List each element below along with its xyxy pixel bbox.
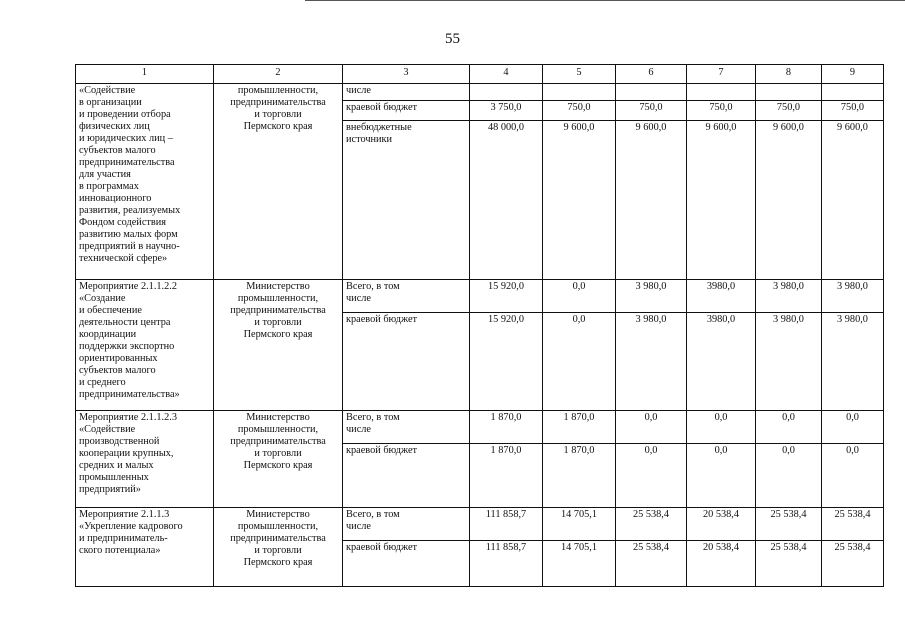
budget-table	[75, 64, 884, 587]
amount-cell: 0,0	[543, 280, 616, 313]
amount-cell: 9 600,0	[687, 121, 756, 280]
amount-cell: 25 538,4	[756, 508, 822, 541]
amount-cell: 0,0	[616, 411, 687, 444]
amount-cell: 3 980,0	[822, 313, 884, 411]
amount-cell: 3980,0	[687, 280, 756, 313]
amount-cell: 750,0	[822, 101, 884, 121]
amount-cell	[756, 84, 822, 101]
amount-cell	[616, 84, 687, 101]
amount-cell: 0,0	[756, 411, 822, 444]
amount-cell: 750,0	[756, 101, 822, 121]
amount-cell: 3980,0	[687, 313, 756, 411]
amount-cell: 3 750,0	[470, 101, 543, 121]
amount-cell: 9 600,0	[822, 121, 884, 280]
amount-cell	[822, 84, 884, 101]
amount-cell: 15 920,0	[470, 313, 543, 411]
column-header: 2	[214, 65, 343, 84]
measure-name-cell: Мероприятие 2.1.1.3 «Укрепление кадрового и предприниматель- ского потенциала»	[76, 508, 214, 587]
funding-source-cell: Всего, в том числе	[343, 280, 470, 313]
amount-cell: 14 705,1	[543, 508, 616, 541]
column-header: 6	[616, 65, 687, 84]
amount-cell: 1 870,0	[470, 444, 543, 508]
amount-cell: 20 538,4	[687, 541, 756, 587]
amount-cell: 15 920,0	[470, 280, 543, 313]
table-row	[76, 411, 884, 444]
table-row	[76, 280, 884, 313]
amount-cell	[470, 84, 543, 101]
funding-source-cell: краевой бюджет	[343, 444, 470, 508]
amount-cell: 25 538,4	[822, 541, 884, 587]
amount-cell: 0,0	[616, 444, 687, 508]
amount-cell	[687, 84, 756, 101]
funding-source-cell: Всего, в том числе	[343, 508, 470, 541]
column-header: 1	[76, 65, 214, 84]
amount-cell: 1 870,0	[543, 411, 616, 444]
amount-cell: 3 980,0	[616, 313, 687, 411]
page-number: 55	[445, 31, 460, 47]
column-header: 9	[822, 65, 884, 84]
amount-cell: 25 538,4	[822, 508, 884, 541]
amount-cell: 48 000,0	[470, 121, 543, 280]
table-row	[76, 84, 884, 101]
amount-cell: 9 600,0	[756, 121, 822, 280]
executor-cell: Министерство промышленности, предпринимательства и торговли Пермского края	[214, 280, 343, 411]
funding-source-cell: Всего, в том числе	[343, 411, 470, 444]
table-body	[76, 65, 884, 587]
column-header: 7	[687, 65, 756, 84]
amount-cell: 9 600,0	[616, 121, 687, 280]
amount-cell: 0,0	[543, 313, 616, 411]
amount-cell: 0,0	[822, 411, 884, 444]
funding-source-cell: числе	[343, 84, 470, 101]
amount-cell: 0,0	[822, 444, 884, 508]
amount-cell: 750,0	[543, 101, 616, 121]
measure-name-cell: Мероприятие 2.1.1.2.2 «Создание и обеспечение деятельности центра координации поддержки экспортно ориентированных субъектов малого и среднего предпринимательства»	[76, 280, 214, 411]
header-row	[76, 65, 884, 84]
amount-cell: 3 980,0	[756, 280, 822, 313]
amount-cell: 0,0	[756, 444, 822, 508]
amount-cell: 111 858,7	[470, 508, 543, 541]
amount-cell: 3 980,0	[616, 280, 687, 313]
column-header: 8	[756, 65, 822, 84]
amount-cell: 111 858,7	[470, 541, 543, 587]
amount-cell	[543, 84, 616, 101]
amount-cell: 3 980,0	[822, 280, 884, 313]
funding-source-cell: внебюджетные источники	[343, 121, 470, 280]
amount-cell: 25 538,4	[756, 541, 822, 587]
amount-cell: 25 538,4	[616, 541, 687, 587]
amount-cell: 9 600,0	[543, 121, 616, 280]
amount-cell: 1 870,0	[543, 444, 616, 508]
executor-cell: Министерство промышленности, предпринимательства и торговли Пермского края	[214, 508, 343, 587]
top-rule	[305, 0, 905, 1]
column-header: 3	[343, 65, 470, 84]
executor-cell: промышленности, предпринимательства и торговли Пермского края	[214, 84, 343, 280]
column-header: 5	[543, 65, 616, 84]
funding-source-cell: краевой бюджет	[343, 313, 470, 411]
measure-name-cell: Мероприятие 2.1.1.2.3 «Содействие производственной кооперации крупных, средних и малых промышленных предприятий»	[76, 411, 214, 508]
amount-cell: 1 870,0	[470, 411, 543, 444]
funding-source-cell: краевой бюджет	[343, 541, 470, 587]
amount-cell: 25 538,4	[616, 508, 687, 541]
executor-cell: Министерство промышленности, предпринимательства и торговли Пермского края	[214, 411, 343, 508]
table-row	[76, 508, 884, 541]
amount-cell: 3 980,0	[756, 313, 822, 411]
funding-source-cell: краевой бюджет	[343, 101, 470, 121]
amount-cell: 0,0	[687, 411, 756, 444]
amount-cell: 750,0	[687, 101, 756, 121]
amount-cell: 750,0	[616, 101, 687, 121]
measure-name-cell: «Содействие в организации и проведении отбора физических лиц и юридических лиц – субъектов малого предпринимательства для участия в программах инновационного развития, реализуемых Фондом содействия развитию малых форм предприятий в научно- технической сфере»	[76, 84, 214, 280]
column-header: 4	[470, 65, 543, 84]
amount-cell: 0,0	[687, 444, 756, 508]
amount-cell: 20 538,4	[687, 508, 756, 541]
amount-cell: 14 705,1	[543, 541, 616, 587]
